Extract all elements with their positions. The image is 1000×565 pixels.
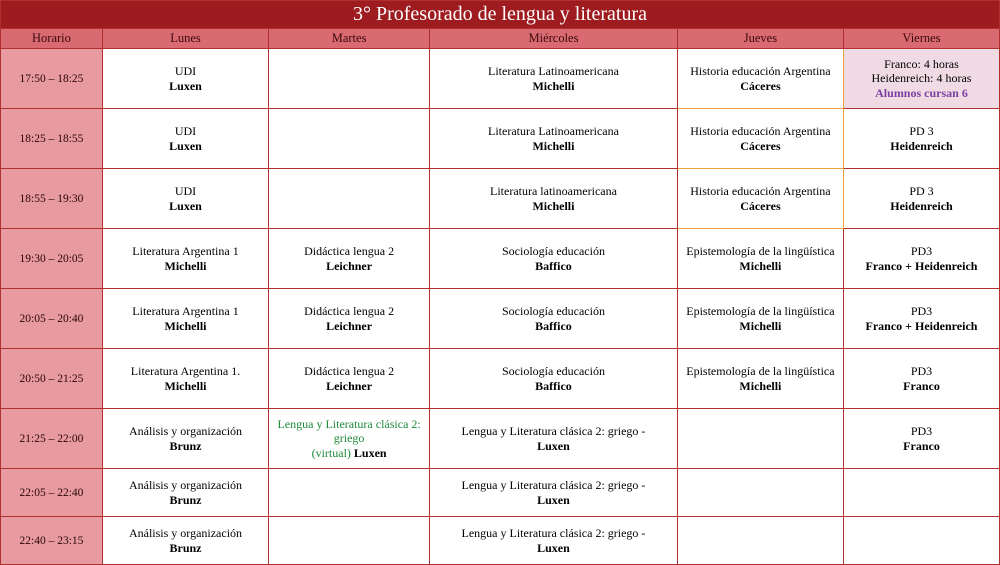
teacher-label: Luxen — [537, 438, 570, 453]
teacher-label: Michelli — [164, 378, 207, 393]
class-cell-viernes — [843, 49, 999, 109]
class-cell-miercoles — [430, 349, 678, 409]
class-cell-miercoles — [430, 469, 678, 517]
table-row — [1, 469, 1000, 517]
teacher-label: Baffico — [535, 378, 572, 393]
subject-label: Literatura Argentina 1 — [132, 243, 239, 258]
subject-label: Didáctica lengua 2 — [304, 243, 395, 258]
column-header-horario: Horario — [1, 29, 103, 49]
alumnos-cursan-label: Alumnos cursan 6 — [875, 85, 968, 100]
header-row — [1, 29, 1000, 49]
table-row — [1, 109, 1000, 169]
subject-label: Historia educación Argentina — [690, 123, 831, 138]
subject-label: PD3 — [910, 303, 933, 318]
class-cell-viernes — [843, 289, 999, 349]
class-cell-jueves — [677, 517, 843, 565]
class-cell-jueves — [677, 289, 843, 349]
teacher-label: Leichner — [326, 258, 373, 273]
title-row — [1, 1, 1000, 29]
class-cell-jueves — [677, 349, 843, 409]
subject-label: Análisis y organización — [128, 525, 243, 540]
class-cell-lunes — [102, 109, 268, 169]
subject-label: Análisis y organización — [128, 477, 243, 492]
subject-label: Literatura latinoamericana — [490, 183, 617, 198]
class-cell-martes — [269, 409, 430, 469]
subject-label: PD3 — [910, 243, 933, 258]
class-cell-miercoles — [430, 517, 678, 565]
subject-label: Epistemología de la lingüística — [686, 363, 835, 378]
class-cell-martes — [269, 289, 430, 349]
subject-label: Historia educación Argentina — [690, 183, 831, 198]
teacher-label: Cáceres — [740, 138, 781, 153]
table-row — [1, 349, 1000, 409]
subject-label: PD 3 — [909, 123, 934, 138]
class-cell-viernes — [843, 349, 999, 409]
subject-label: Literatura Argentina 1 — [132, 303, 239, 318]
subject-label: UDI — [174, 183, 197, 198]
class-cell-lunes — [102, 289, 268, 349]
time-slot: 17:50 – 18:25 — [1, 49, 103, 109]
time-slot: 20:05 – 20:40 — [1, 289, 103, 349]
teacher-label: Brunz — [169, 540, 202, 555]
class-cell-martes — [269, 49, 430, 109]
column-header-viernes: Viernes — [843, 29, 999, 49]
column-header-jueves: Jueves — [677, 29, 843, 49]
class-cell-lunes — [102, 169, 268, 229]
teacher-label: Michelli — [532, 78, 575, 93]
class-cell-jueves — [677, 49, 843, 109]
table-row — [1, 49, 1000, 109]
teacher-label: Michelli — [164, 258, 207, 273]
column-header-lunes: Lunes — [102, 29, 268, 49]
teacher-label: Franco — [903, 438, 940, 453]
class-cell-lunes — [102, 49, 268, 109]
class-cell-lunes — [102, 409, 268, 469]
table-row — [1, 517, 1000, 565]
class-cell-miercoles — [430, 49, 678, 109]
virtual-note-label: (virtual) — [311, 445, 351, 460]
teacher-label: Cáceres — [740, 78, 781, 93]
teacher-label: Michelli — [532, 198, 575, 213]
time-slot: 19:30 – 20:05 — [1, 229, 103, 289]
time-slot: 20:50 – 21:25 — [1, 349, 103, 409]
teacher-label: Michelli — [164, 318, 207, 333]
table-row — [1, 409, 1000, 469]
teacher-label: Franco — [903, 378, 940, 393]
class-cell-miercoles — [430, 229, 678, 289]
page-title: 3° Profesorado de lengua y literatura — [1, 1, 1000, 29]
class-cell-miercoles — [430, 409, 678, 469]
teacher-label: Luxen — [169, 78, 202, 93]
franco-hours-label: Franco: 4 horas — [884, 56, 959, 71]
column-header-miercoles: Miércoles — [430, 29, 678, 49]
teacher-label: Franco + Heidenreich — [865, 318, 978, 333]
table-row — [1, 229, 1000, 289]
subject-label: Historia educación Argentina — [690, 63, 831, 78]
subject-label: Literatura Argentina 1. — [130, 363, 241, 378]
class-cell-jueves — [677, 229, 843, 289]
class-cell-martes — [269, 229, 430, 289]
subject-label: Lengua y Literatura clásica 2: griego - — [461, 477, 646, 492]
class-cell-miercoles — [430, 109, 678, 169]
time-slot: 21:25 – 22:00 — [1, 409, 103, 469]
class-cell-lunes — [102, 349, 268, 409]
subject-label: Sociología educación — [501, 363, 605, 378]
teacher-label: Luxen — [169, 138, 202, 153]
class-cell-lunes — [102, 517, 268, 565]
class-cell-jueves — [677, 469, 843, 517]
class-cell-lunes — [102, 229, 268, 289]
class-cell-viernes — [843, 229, 999, 289]
class-cell-viernes — [843, 469, 999, 517]
subject-label: Lengua y Literatura clásica 2: griego — [277, 416, 421, 446]
class-cell-martes — [269, 349, 430, 409]
subject-label: Lengua y Literatura clásica 2: griego - — [461, 525, 646, 540]
teacher-label: Brunz — [169, 492, 202, 507]
teacher-label: Michelli — [739, 258, 782, 273]
subject-label: Didáctica lengua 2 — [304, 363, 395, 378]
table-row — [1, 289, 1000, 349]
class-cell-viernes — [843, 409, 999, 469]
class-cell-viernes — [843, 517, 999, 565]
class-cell-jueves — [677, 109, 843, 169]
table-row — [1, 169, 1000, 229]
column-header-martes: Martes — [269, 29, 430, 49]
subject-label: Literatura Latinoamericana — [488, 63, 619, 78]
teacher-label: Heidenreich — [890, 198, 953, 213]
teacher-label: Luxen — [169, 198, 202, 213]
class-cell-jueves — [677, 169, 843, 229]
time-slot: 18:25 – 18:55 — [1, 109, 103, 169]
class-cell-viernes — [843, 169, 999, 229]
teacher-label: Baffico — [535, 318, 572, 333]
time-slot: 22:40 – 23:15 — [1, 517, 103, 565]
subject-label: Lengua y Literatura clásica 2: griego - — [461, 423, 646, 438]
subject-label: Didáctica lengua 2 — [304, 303, 395, 318]
teacher-label: Luxen — [353, 445, 387, 460]
teacher-label: Cáceres — [740, 198, 781, 213]
teacher-label: Luxen — [537, 492, 570, 507]
teacher-label: Michelli — [739, 378, 782, 393]
teacher-label: Michelli — [532, 138, 575, 153]
class-cell-martes — [269, 469, 430, 517]
class-cell-martes — [269, 517, 430, 565]
class-cell-viernes — [843, 109, 999, 169]
class-cell-lunes — [102, 469, 268, 517]
subject-label: PD 3 — [909, 183, 934, 198]
class-cell-martes — [269, 169, 430, 229]
subject-label: Sociología educación — [501, 243, 605, 258]
subject-label: UDI — [174, 123, 197, 138]
teacher-label: Heidenreich — [890, 138, 953, 153]
class-cell-miercoles — [430, 289, 678, 349]
teacher-label: Franco + Heidenreich — [865, 258, 978, 273]
teacher-label: Baffico — [535, 258, 572, 273]
class-cell-jueves — [677, 409, 843, 469]
teacher-label: Brunz — [169, 438, 202, 453]
teacher-label: Leichner — [326, 378, 373, 393]
teacher-label: Luxen — [537, 540, 570, 555]
subject-label: Análisis y organización — [128, 423, 243, 438]
subject-label: UDI — [174, 63, 197, 78]
teacher-label: Michelli — [739, 318, 782, 333]
class-cell-miercoles — [430, 169, 678, 229]
time-slot: 22:05 – 22:40 — [1, 469, 103, 517]
heidenreich-hours-label: Heidenreich: 4 horas — [871, 71, 972, 86]
time-slot: 18:55 – 19:30 — [1, 169, 103, 229]
teacher-label: Leichner — [326, 318, 373, 333]
subject-label: Epistemología de la lingüística — [686, 303, 835, 318]
class-cell-martes — [269, 109, 430, 169]
subject-label: Epistemología de la lingüística — [686, 243, 835, 258]
subject-label: PD3 — [910, 363, 933, 378]
subject-label: Literatura Latinoamericana — [488, 123, 619, 138]
subject-label: Sociología educación — [501, 303, 605, 318]
subject-label: PD3 — [910, 423, 933, 438]
